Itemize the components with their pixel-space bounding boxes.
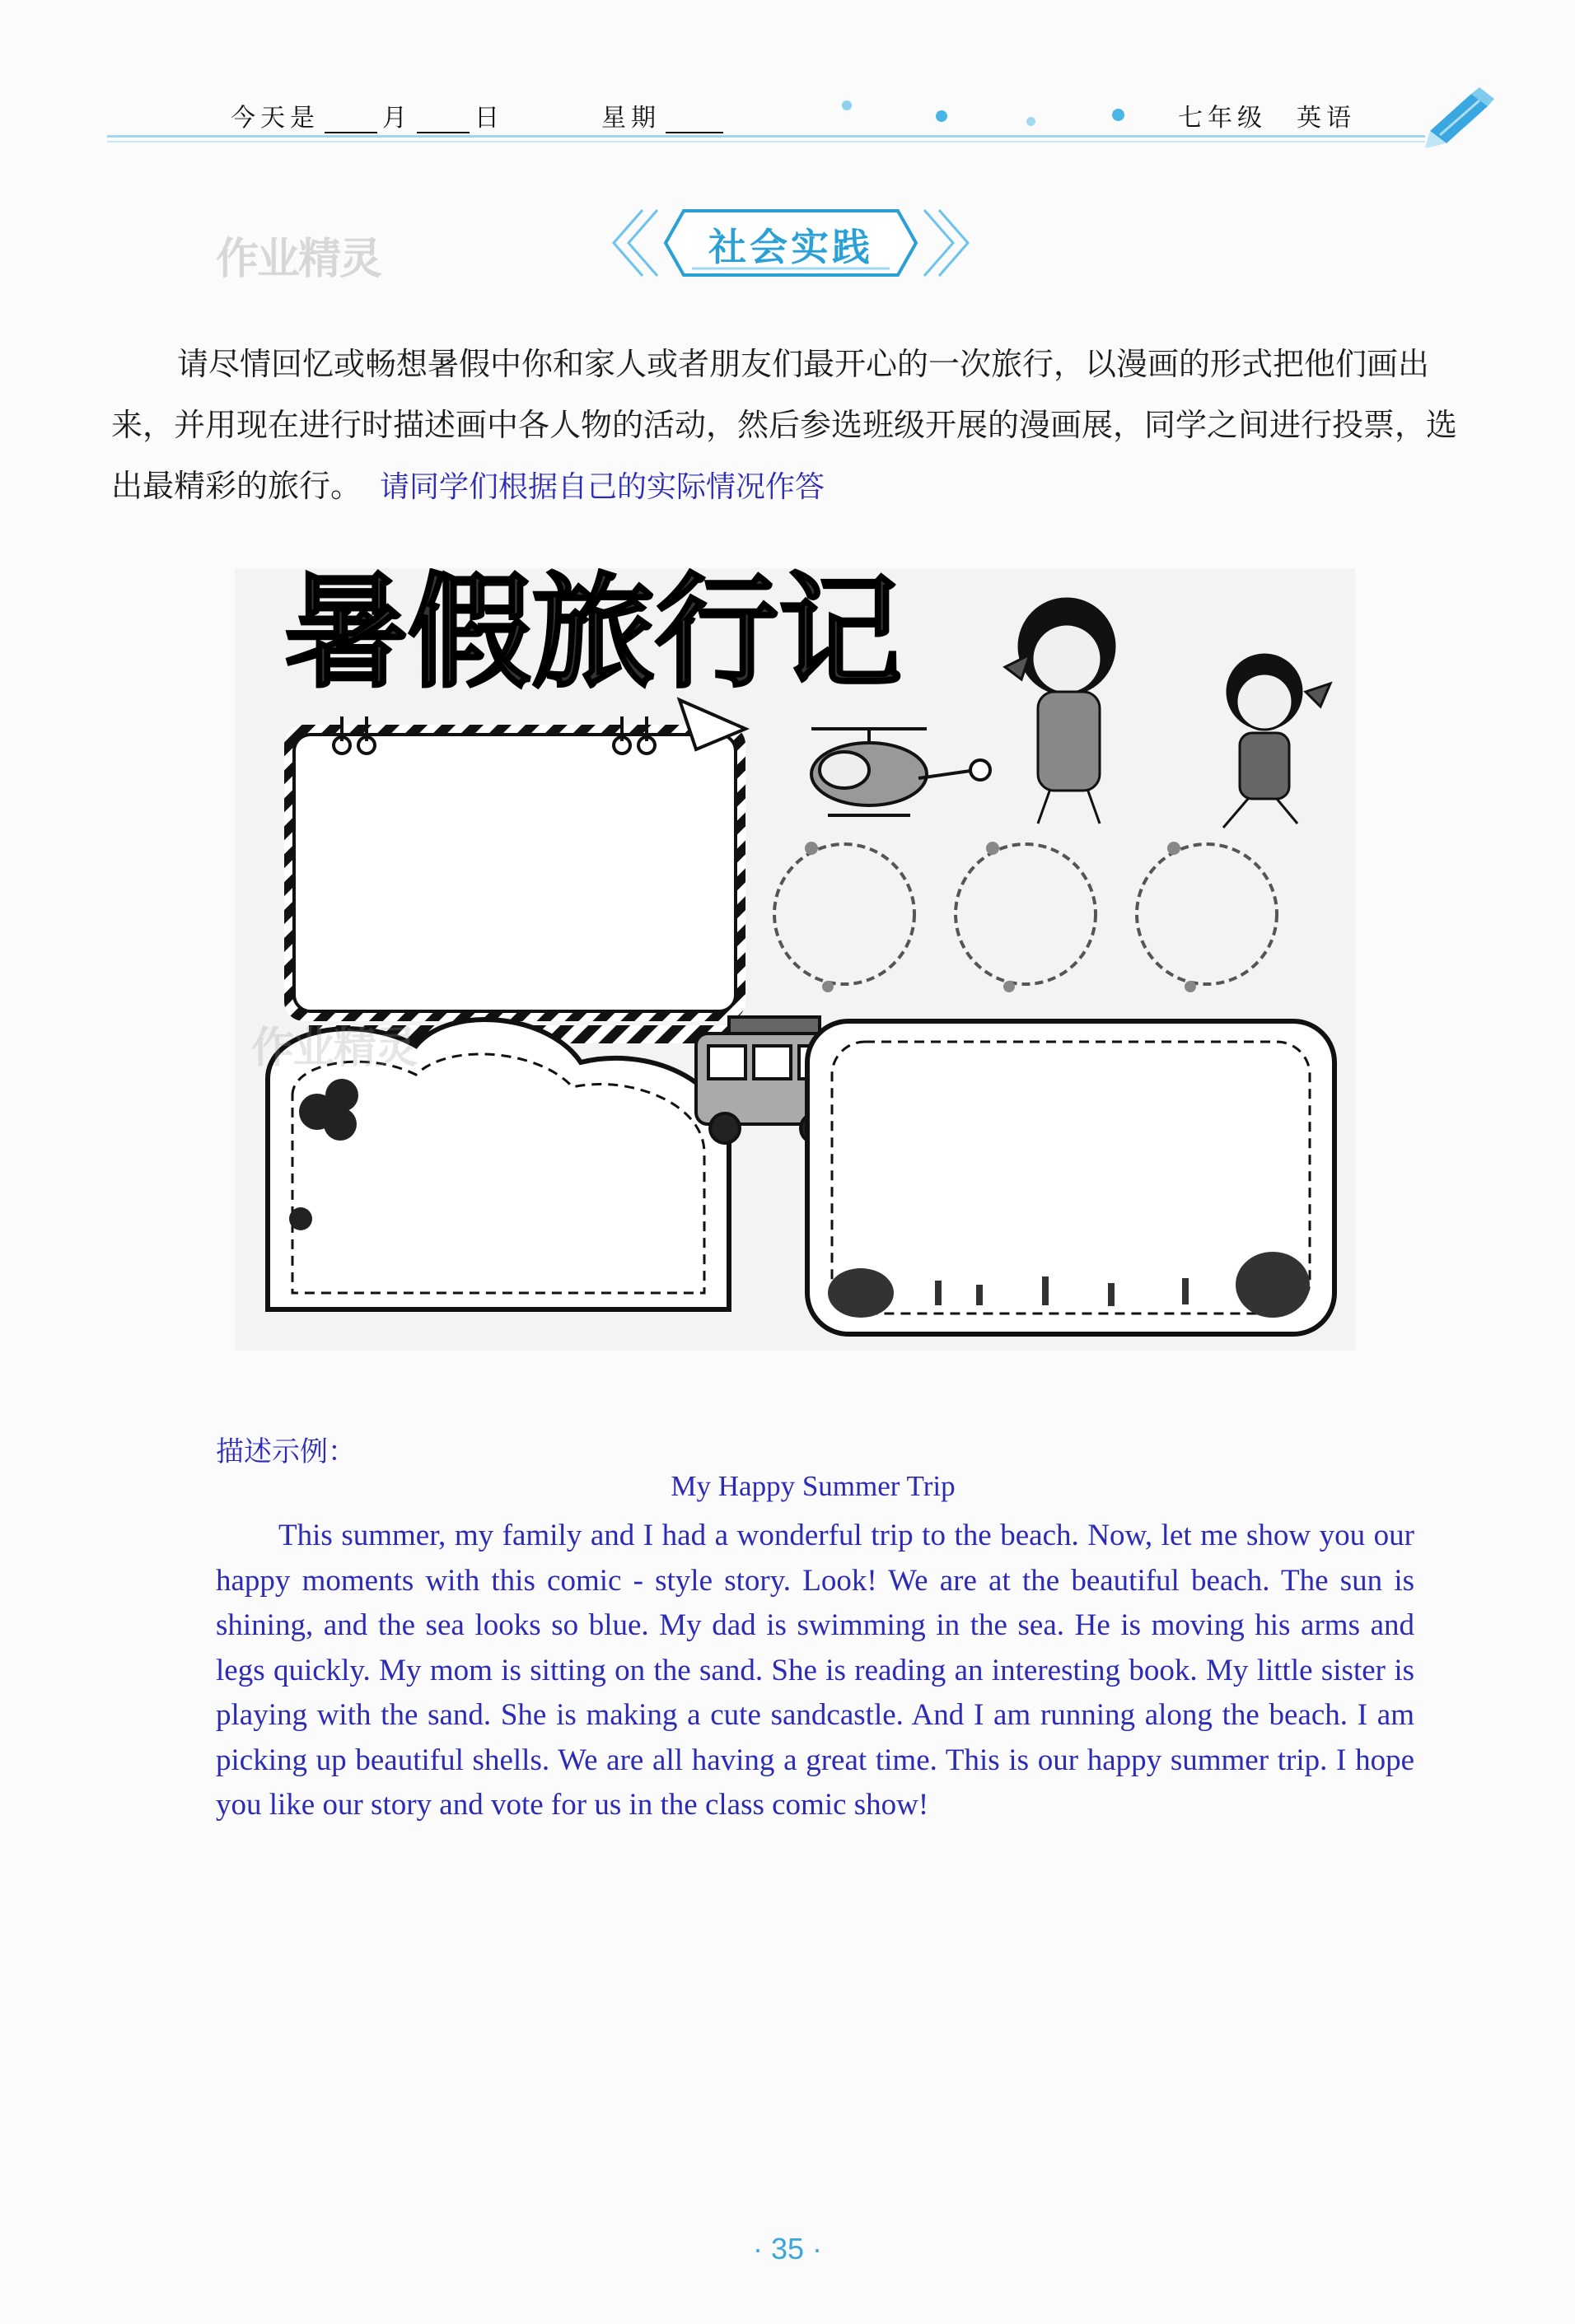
answer-note: 请同学们根据自己的实际情况作答: [380, 470, 825, 504]
page-number: · 35 ·: [752, 2232, 823, 2266]
sample-label: 描述示例：: [216, 1435, 356, 1468]
weekday-blank: [666, 110, 723, 133]
today-label: 今天是: [231, 104, 320, 133]
instruction-text: 请尽情回忆或畅想暑假中你和家人或者朋友们最开心的一次旅行，以漫画的形式把他们画出来，并用现在进行时描述画中各人物的活动，然后参选班级开展的漫画展，同学之间进行投票，选出最精彩的旅行。: [111, 346, 1458, 504]
day-label: 日: [474, 104, 504, 133]
month-blank: [325, 110, 377, 133]
section-title: 社会实践: [708, 225, 873, 269]
comic-poster: [235, 568, 1355, 1351]
poster-illustration: [235, 568, 1355, 1351]
header-rule: [107, 141, 1425, 142]
sample-title: My Happy Summer Trip: [671, 1470, 956, 1502]
deco-dot: [936, 110, 947, 122]
section-banner: [610, 206, 972, 280]
sample-paragraph: [216, 1514, 1414, 1828]
day-blank: [417, 110, 470, 133]
header-rule: [107, 135, 1425, 138]
sample-body-text: This summer, my family and I had a wonderful trip to the beach. Now, let me show you our happy moments with this comic - style story. Look! We are at the beautiful beach. The sun is shining, and the sea looks so blue. My dad is swimming in the sea. He is moving his arms and legs quickly. My mom is sitting on the sand. She is reading an interesting book. My little sister is playing with the sand. She is making a cute sandcastle. And I am running along the beach. I am picking up beautiful shells. We are all having a great time. This is our happy summer trip. I hope you like our story and vote for us in the class comic show!: [216, 1519, 1414, 1822]
deco-dot: [842, 100, 852, 110]
deco-dot: [1026, 117, 1035, 126]
pencil-icon: [1422, 86, 1496, 152]
watermark-logo: 作业精灵: [216, 234, 381, 284]
poster-title: 暑假旅行记: [284, 568, 903, 705]
month-label: 月: [382, 104, 412, 133]
weekday-line: [601, 97, 728, 133]
weekday-label: 星期: [601, 104, 661, 133]
page-header: [107, 97, 1475, 147]
watermark-logo: 作业精灵: [251, 1023, 417, 1073]
grade-subject: 七年级 英语: [1178, 104, 1356, 133]
deco-dot: [1112, 109, 1124, 121]
date-line: [231, 97, 504, 133]
instruction-paragraph: [111, 334, 1479, 518]
